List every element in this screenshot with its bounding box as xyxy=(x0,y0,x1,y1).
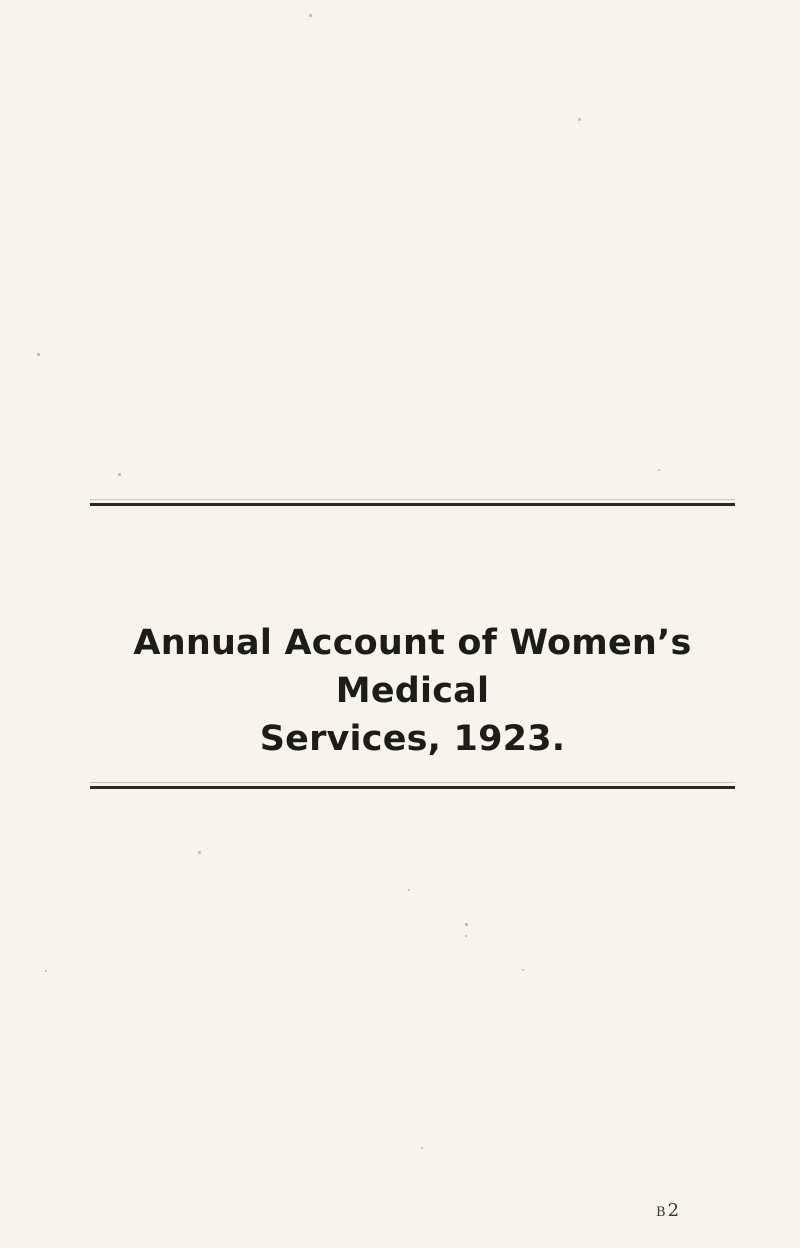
paper-speck xyxy=(578,118,581,121)
paper-speck xyxy=(421,1147,423,1149)
signature-number: 2 xyxy=(667,1200,681,1221)
top-rule xyxy=(90,503,735,506)
signature-letter: B xyxy=(656,1205,668,1220)
paper-speck xyxy=(658,469,660,471)
paper-speck xyxy=(198,851,201,854)
paper-speck xyxy=(522,969,524,971)
paper-speck xyxy=(465,935,467,937)
document-title xyxy=(90,619,735,763)
bottom-rule xyxy=(90,786,735,789)
paper-speck xyxy=(118,473,121,476)
paper-speck xyxy=(408,889,410,891)
signature-mark xyxy=(656,1200,680,1221)
title-line-1: Annual Account of Women’s Medical xyxy=(133,623,692,712)
paper-speck xyxy=(37,353,40,356)
paper-speck xyxy=(465,923,468,926)
paper-speck xyxy=(45,970,47,972)
paper-speck xyxy=(309,14,312,17)
title-line-2: Services, 1923. xyxy=(259,719,566,760)
